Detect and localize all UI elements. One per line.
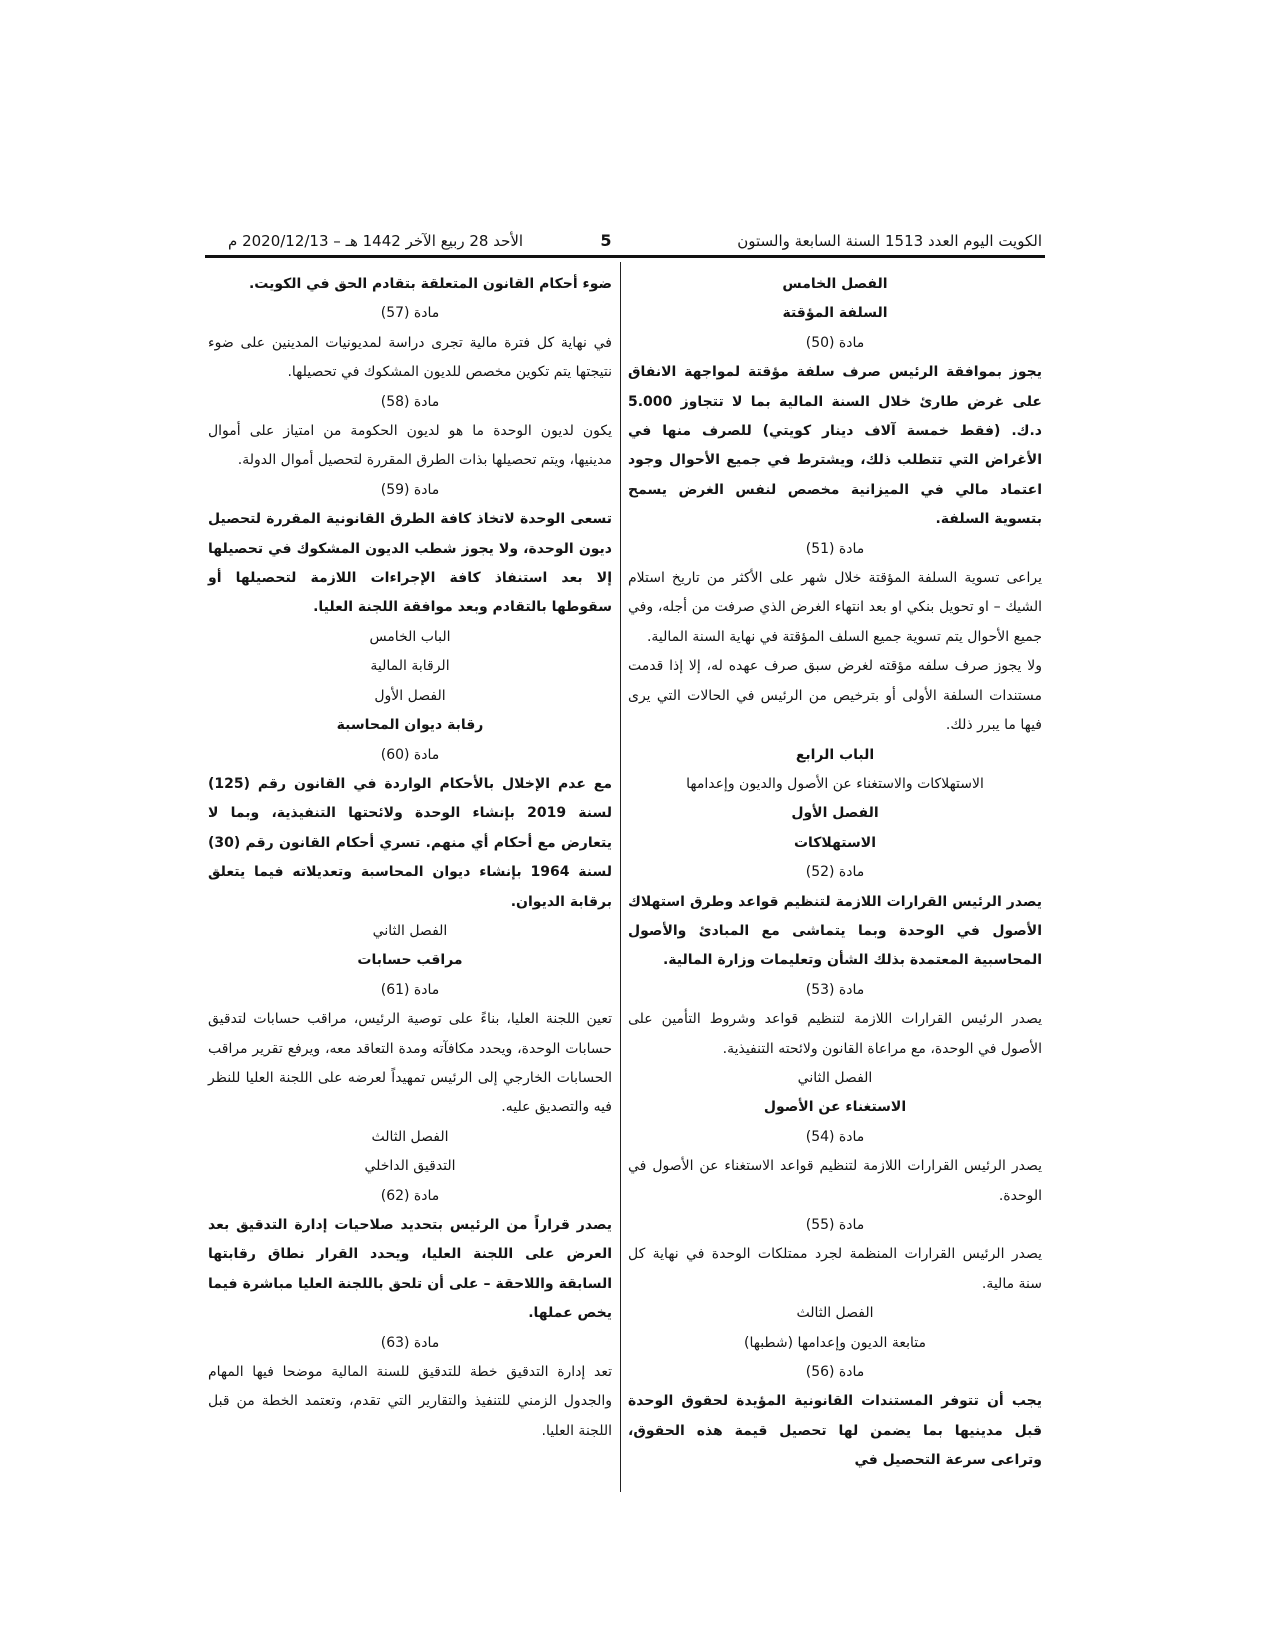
- article-50-label: مادة (50): [805, 334, 865, 351]
- article-53-text: يصدر الرئيس القرارات اللازمة لتنظيم قواعد وشروط التأمين على الأصول في الوحدة، مع مراعاة القانون ولائحته التنفيذية.: [628, 1011, 1042, 1057]
- part-4-title: الاستهلاكات والاستغناء عن الأصول والديون وإعدامها: [686, 775, 984, 792]
- part-5-chapter-3-title: التدقيق الداخلي: [364, 1158, 456, 1175]
- article-63-text: تعد إدارة التدقيق خطة للتدقيق للسنة المالية موضحا فيها المهام والجدول الزمني للتنفيذ والتقارير التي تقدم، وتعتمد الخطة من قبل اللجنة العليا.: [208, 1364, 612, 1439]
- part-5-chapter-3-heading: الفصل الثالث: [371, 1128, 449, 1145]
- article-55-text: يصدر الرئيس القرارات المنظمة لجرد ممتلكات الوحدة في نهاية كل سنة مالية.: [628, 1246, 1042, 1292]
- article-51-label: مادة (51): [805, 540, 865, 557]
- header-page-number: 5: [600, 231, 612, 250]
- article-58-label: مادة (58): [380, 393, 440, 410]
- article-56-label: مادة (56): [805, 1364, 865, 1381]
- two-column-body: [208, 262, 1042, 1492]
- part-4-chapter-1-heading: الفصل الأول: [791, 805, 879, 822]
- article-56-text: يجب أن تتوفر المستندات القانونية المؤيدة لحقوق الوحدة قبل مدينيها بما يضمن لها تحصيل قيمة هذه الحقوق، وتراعى سرعة التحصيل في: [628, 1393, 1042, 1469]
- right-column: [628, 262, 1042, 1492]
- header-date: الأحد 28 ربيع الآخر 1442 هـ – 2020/12/13 م: [228, 232, 524, 250]
- part-5-chapter-1-heading: الفصل الأول: [374, 687, 446, 704]
- part-4-heading: الباب الرابع: [795, 746, 875, 763]
- article-52-label: مادة (52): [805, 864, 865, 881]
- article-52-text: يصدر الرئيس القرارات اللازمة لتنظيم قواعد وطرق استهلاك الأصول في الوحدة وبما يتماشى مع المبادئ والأصول المحاسبية المعتمدة بذلك الشأن وتعليمات وزارة المالية.: [628, 893, 1042, 969]
- article-63-label: مادة (63): [380, 1334, 440, 1351]
- chapter-5-title: السلفة المؤقتة: [782, 305, 888, 322]
- article-57-text: في نهاية كل فترة مالية تجرى دراسة لمديونيات المدينين على ضوء نتيجتها يتم تكوين مخصص للديون المشكوك في تحصيلها.: [208, 334, 612, 381]
- part-4-chapter-1-title: الاستهلاكات: [793, 834, 877, 851]
- article-53-label: مادة (53): [805, 981, 865, 998]
- column-divider: [620, 262, 621, 1492]
- article-61-label: مادة (61): [380, 981, 440, 998]
- part-4-chapter-3-title: متابعة الديون وإعدامها (شطبها): [744, 1334, 926, 1351]
- article-51-text-2: ولا يجوز صرف سلفه مؤقته لغرض سبق صرف عهده له، إلا إذا قدمت مستندات السلفة الأولى أو بترخيص من الرئيس في الحالات التي يرى فيها ما يبرر ذلك.: [628, 658, 1042, 734]
- part-4-chapter-2-title: الاستغناء عن الأصول: [763, 1099, 907, 1116]
- article-54-label: مادة (54): [805, 1128, 865, 1145]
- header-rule: [205, 255, 1045, 258]
- article-58-text: يكون لديون الوحدة ما هو لديون الحكومة من امتياز على أموال مدينيها، ويتم تحصيلها بذات الطرق المقررة لتحصيل أموال الدولة.: [208, 423, 612, 469]
- article-50-text: يجوز بموافقة الرئيس صرف سلفة مؤقتة لمواجهة الانفاق على غرض طارئ خلال السنة المالية بما لا تتجاوز 5.000 د.ك. (فقط خمسة آلاف دينار كويتي) للصرف منها في الأغراض التي تتطلب ذلك، ويشترط في جميع الأحوال وجود اعتماد مالي في الميزانية مخصص لنفس الغرض يسمح بتسوية السلفة.: [628, 364, 1042, 528]
- article-61-text: تعين اللجنة العليا، بناءً على توصية الرئيس، مراقب حسابات لتدقيق حسابات الوحدة، ويحدد مكافآته ومدة التعاقد معه، ويرفع تقرير مراقب الحسابات الخارجي إلى الرئيس تمهيداً لعرضه على اللجنة العليا للنظر فيه والتصديق عليه.: [208, 1011, 612, 1116]
- article-57-label: مادة (57): [380, 305, 440, 322]
- article-60-label: مادة (60): [380, 746, 440, 763]
- part-5-chapter-2-title: مراقب حسابات: [357, 952, 463, 969]
- part-4-chapter-3-heading: الفصل الثالث: [796, 1305, 874, 1322]
- article-55-label: مادة (55): [805, 1217, 865, 1233]
- article-51-text-1: يراعى تسوية السلفة المؤقتة خلال شهر على الأكثر من تاريخ استلام الشيك – او تحويل بنكي او بعد انتهاء الغرض الذي صرفت من أجله، وفي جميع الأحوال يتم تسوية جميع السلف المؤقتة في نهاية السنة المالية.: [628, 570, 1042, 645]
- chapter-5-heading: الفصل الخامس: [782, 276, 888, 292]
- part-5-chapter-1-title: رقابة ديوان المحاسبة: [336, 717, 484, 734]
- article-62-text: يصدر قراراً من الرئيس بتحديد صلاحيات إدارة التدقيق بعد العرض على اللجنة العليا، ويحدد القرار نطاق رقابتها السابقة واللاحقة – على أن تلحق باللجنة العليا مباشرة فيما يخص عملها.: [208, 1217, 612, 1322]
- part-4-chapter-2-heading: الفصل الثاني: [797, 1069, 873, 1086]
- part-5-title: الرقابة المالية: [370, 658, 450, 675]
- article-56-continued-text: ضوء أحكام القانون المتعلقة بتقادم الحق في الكويت.: [248, 276, 612, 292]
- part-5-heading: الباب الخامس: [369, 628, 451, 645]
- header-publication: الكويت اليوم العدد 1513 السنة السابعة والستون: [737, 232, 1042, 250]
- left-column: [208, 262, 612, 1492]
- article-59-text: تسعى الوحدة لاتخاذ كافة الطرق القانونية المقررة لتحصيل ديون الوحدة، ولا يجوز شطب الديون المشكوك في تحصيلها إلا بعد استنفاذ كافة الإجراءات اللازمة لتحصيلها أو سقوطها بالتقادم وبعد موافقة اللجنة العليا.: [208, 511, 612, 616]
- article-62-label: مادة (62): [380, 1187, 440, 1204]
- article-59-label: مادة (59): [380, 481, 440, 498]
- article-60-text: مع عدم الإخلال بالأحكام الواردة في القانون رقم (125) لسنة 2019 بإنشاء الوحدة ولائحتها التنفيذية، وبما لا يتعارض مع أحكام أي منهم. تسري أحكام القانون رقم (30) لسنة 1964 بإنشاء ديوان المحاسبة وتعديلاته فيما يتعلق برقابة الديوان.: [208, 775, 612, 910]
- part-5-chapter-2-heading: الفصل الثاني: [372, 922, 448, 939]
- article-54-text: يصدر الرئيس القرارات اللازمة لتنظيم قواعد الاستغناء عن الأصول في الوحدة.: [628, 1158, 1042, 1204]
